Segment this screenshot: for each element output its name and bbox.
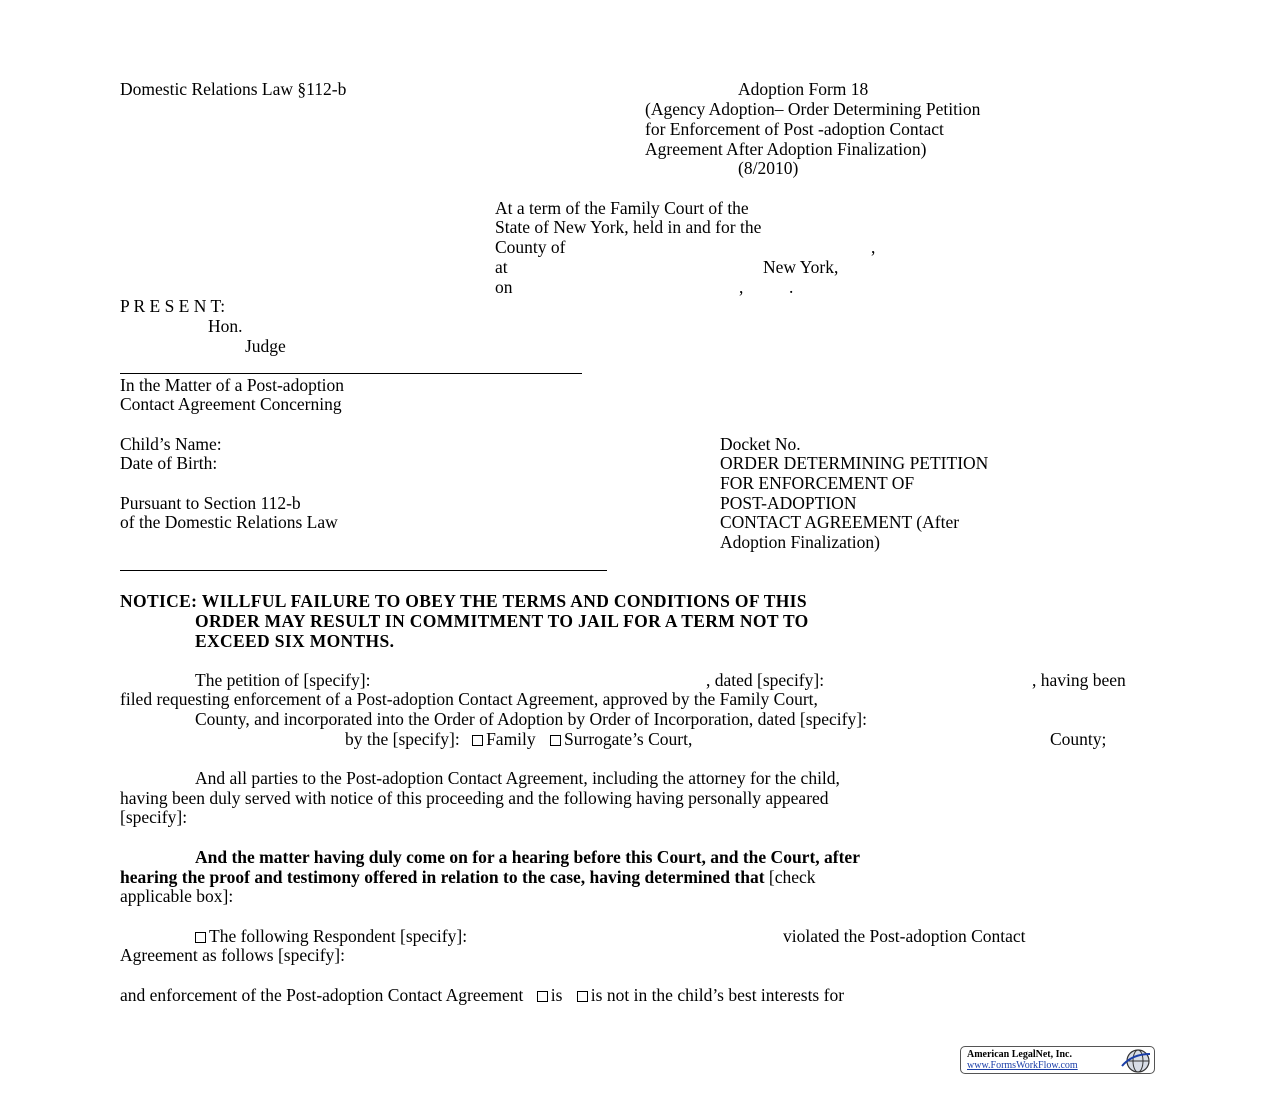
petition-line-3: County, and incorporated into the Order of Adoption by Order of Incorporation, dated [specify]:	[195, 709, 867, 729]
caption-top-rule	[120, 373, 582, 374]
hearing-line-2	[120, 868, 816, 888]
notice-line-2: ORDER MAY RESULT IN COMMITMENT TO JAIL FOR A TERM NOT TO	[195, 611, 809, 631]
is-label: is	[550, 985, 563, 1005]
docket-label: Docket No.	[720, 434, 801, 454]
is-not-label: is not in the child’s best interests for	[590, 985, 845, 1005]
family-court-checkbox[interactable]	[472, 735, 483, 746]
form-description-line-2: for Enforcement of Post -adoption Contact	[645, 119, 944, 139]
respondent-specify-text: The following Respondent [specify]:	[209, 926, 468, 946]
order-title-line-5: Adoption Finalization)	[720, 532, 880, 552]
form-description-line-1: (Agency Adoption– Order Determining Petition	[645, 99, 981, 119]
petition-line-2: filed requesting enforcement of a Post-adoption Contact Agreement, approved by the Family Court,	[120, 689, 818, 709]
new-york-label: New York,	[763, 257, 839, 277]
respondent-violated-checkbox[interactable]	[195, 932, 206, 943]
court-type-row	[345, 730, 692, 750]
order-title-line-3: POST-ADOPTION	[720, 493, 857, 513]
is-checkbox[interactable]	[537, 991, 548, 1002]
judge-label: Judge	[245, 336, 286, 356]
present-label: P R E S E N T:	[120, 296, 226, 316]
pursuant-line-2: of the Domestic Relations Law	[120, 512, 338, 532]
form-title: Adoption Form 18	[738, 79, 869, 99]
respondent-row	[195, 927, 467, 947]
having-been-text: , having been	[1032, 670, 1126, 690]
county-label: County of	[495, 237, 566, 257]
logo-company-name: American LegalNet, Inc.	[967, 1049, 1072, 1060]
form-revision-date: (8/2010)	[738, 158, 799, 178]
statute-reference: Domestic Relations Law §112-b	[120, 79, 347, 99]
notice-line-3: EXCEED SIX MONTHS.	[195, 631, 395, 651]
hearing-line-2-tail: [check	[768, 867, 816, 887]
on-comma: ,	[739, 277, 744, 297]
parties-line-1: And all parties to the Post-adoption Contact Agreement, including the attorney for the child,	[195, 768, 840, 788]
order-title-line-2: FOR ENFORCEMENT OF	[720, 473, 915, 493]
family-court-label: Family	[486, 729, 536, 749]
matter-line-2: Contact Agreement Concerning	[120, 394, 342, 414]
pursuant-line-1: Pursuant to Section 112-b	[120, 493, 301, 513]
surrogates-court-label: Surrogate’s Court,	[564, 729, 693, 749]
parties-line-2: having been duly served with notice of this proceeding and the following having personally appeared	[120, 788, 829, 808]
hearing-line-2-bold: hearing the proof and testimony offered in relation to the case, having determined that	[120, 867, 765, 887]
notice-line-1: NOTICE: WILLFUL FAILURE TO OBEY THE TERMS AND CONDITIONS OF THIS	[120, 591, 807, 611]
on-period: .	[789, 277, 794, 297]
order-title-line-4: CONTACT AGREEMENT (After	[720, 512, 960, 532]
enforcement-text: and enforcement of the Post-adoption Contact Agreement	[120, 985, 524, 1005]
by-the-specify-text: by the [specify]:	[345, 729, 460, 749]
globe-icon	[1120, 1048, 1152, 1074]
hearing-line-1: And the matter having duly come on for a hearing before this Court, and the Court, after	[195, 847, 860, 867]
county-semicolon-text: County;	[1050, 729, 1107, 749]
hon-label: Hon.	[208, 316, 243, 336]
at-label: at	[495, 257, 508, 277]
term-line-2: State of New York, held in and for the	[495, 217, 762, 237]
term-line-1: At a term of the Family Court of the	[495, 198, 749, 218]
matter-line-1: In the Matter of a Post-adoption	[120, 375, 345, 395]
county-comma: ,	[871, 237, 876, 257]
dated-text: , dated [specify]:	[706, 670, 825, 690]
american-legalnet-logo[interactable]	[960, 1046, 1155, 1074]
date-of-birth-label: Date of Birth:	[120, 453, 218, 473]
surrogates-court-checkbox[interactable]	[550, 735, 561, 746]
violated-text: violated the Post-adoption Contact	[783, 926, 1026, 946]
form-description-line-3: Agreement After Adoption Finalization)	[645, 139, 927, 159]
is-not-checkbox[interactable]	[577, 991, 588, 1002]
agreement-follows-text: Agreement as follows [specify]:	[120, 945, 345, 965]
parties-line-3: [specify]:	[120, 807, 188, 827]
hearing-line-3: applicable box]:	[120, 886, 234, 906]
order-title-line-1: ORDER DETERMINING PETITION	[720, 453, 989, 473]
logo-url-link[interactable]: www.FormsWorkFlow.com	[967, 1060, 1078, 1071]
petition-of-text: The petition of [specify]:	[195, 670, 371, 690]
child-name-label: Child’s Name:	[120, 434, 222, 454]
on-label: on	[495, 277, 513, 297]
caption-bottom-rule	[120, 570, 607, 571]
best-interests-row	[120, 986, 844, 1006]
